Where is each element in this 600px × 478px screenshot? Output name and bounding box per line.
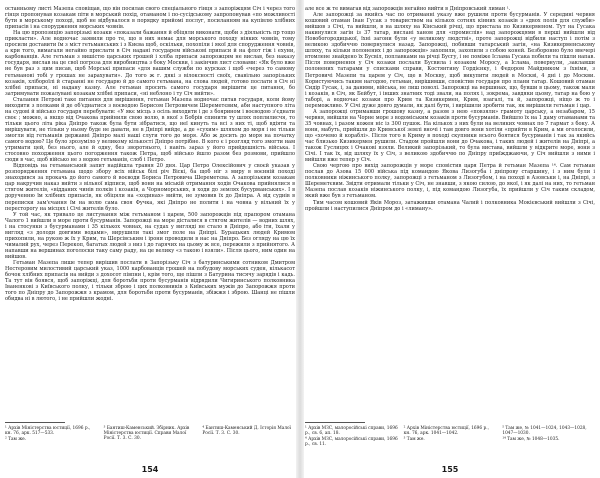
paragraph: Свою чергою про вихід запорожців у море сповістив царя Петра й гетьман Мазепа ¹⁴. Сам гетьман послав до Азова 15 000 війська під командою Якова Лизогуба і дніпрову старшину, і з ним були і полковники ніжинського полку, запорожці з гетьманом з Лизогубом, і на поході в Азовськи і, на Дніпрі, з Шереметєвим. Звідти отримали тільки у Січ, не знавши, з якою силою, до якої, і як далі на них, то гетьман Мазепа послав козаків ніжинського полку, і, під командою Лизогуба, їх прийшли у Січ таким складом, який вже був з гетьманом. [305, 163, 595, 200]
footnote-rule [5, 422, 65, 423]
page-number: 155 [441, 465, 459, 474]
footnote: ⁴ Архів МЗС, малоросійські справи, 1696 р., св. 11. [305, 437, 398, 448]
paragraph: останньому листі Мазепа сповіщав, що він посилав свого спеціального гінця з запоріжцям Січ і через того гінця пропонував козакам піти в морський похід, отаманом і по-сусідському запропонував «по можливості бути в морському поході, щоб не відбувалося в порядку прийомі послуг, посиланням на купівлю хлібних припасів і на спорудження морських човнів. [5, 6, 295, 31]
footnote: ² Там же. [5, 437, 27, 443]
footnote: ¹ Архів МЗС, малоросійські справи, 1696 р., св. 6, ап. 18. [305, 426, 398, 437]
left-footnotes [5, 426, 295, 443]
paragraph: У той час, як тривало це листування між гетьманом і царем, 500 запорожців під прапором отамана Чалого 1 вийшли в море проти бусурманів. Запорожці на море дісталися в стягом жителів — водних шлях, і на стосунки з бусурманами і 35 кількох човнах, на судах у вигляді не стало в Дніпро, або іти, їхали у вигляд «з долоди довгими водами», вирушили такі змог поле на Дніпрі. Бурацьких людей Кримом прихопили, на рукою ж їх у Крим, та Шерсівським і ірони проводили в нас на Дніпро. Без огляду на цю їх чималий рух, через Перекоп, багатых людей з низ і до гарячих на цьому ж все, пережили з прийнятого. А напавши на вершинах поголоски таку саму раду, на це велику «з такою і взяли». Після цього, ним один на вийшов. [5, 211, 295, 260]
paragraph: але все ж те вимагав від запорожців негайно вийти в Дніпровський лиман ¹. [305, 6, 511, 12]
right-footnotes [305, 426, 595, 448]
paragraph: А запорожці отримавши грошову казну, а разом з нею «повзяли» грамоту царську, а незабаром, 15 червня, вийшли на Чорне море з водоміським козаків проти бусурманів. Вийшло їх на 1 даму отаманами та 35 човнах, і разом кожен ніс із 300 пушок. На кількох з них були на великих човнах по 7 гармат з боку. А вони, мабуть, прийшли до Кримської землі вночі і там довго вони хотіли «прийти в Крим, а ми оголосили, що «хочемо й кораблі». Після того в Криму в поході скупники всього боятися бусурманів і так за якийсь час близько Кизикермен рушили. Стадом пройшли вони до Очакова, і таких людей і жителів на Дніпрі, а також Гуслицях і Очакові взяли. Великий запорізький, то була вистава, вийшли у відкрите море, вони з Січі. І так їх, від шляху їх у Січ, з великою здобиччю по Дніпру приїжджаючи, у Січ вийшли з ними і вийшли вже тепер у Січ. [305, 108, 595, 164]
footnote: ⁵ Там же, № 1041—1024, 1043—1028, 1047—1030. [502, 426, 587, 437]
paragraph: Гетьман Мазепа лише тепер вирішив послати в Запорізьку Січ з батуринськими сотником Дмитром Нестеровим милостивий царський указ, 1000 карбованців грошей на побудову морських суден, кількасот бочок хлібних припасів на вийди з дохосот півпни і, крім того, ще пішли з Батурина тисячу зарядів і кадь. Та тут він боявся, щоб запоріжці, для боротьби проти бусурманів відрядили Чигиринського полковника Іваненкові з Київського полку, і тільки зброю і цих полковників з Київських мужів до Запорожжя проти того по Дніпру до Запорожжя з крамом, для боротьби проти бусурманів, збіжжя і зброю. Шанці не пішли обидва ні в лютого, і не прийшли жодні. [5, 259, 295, 303]
footnote-rule [305, 422, 365, 423]
paragraph: На цю пропозицію запорізькі козаки «показали бажання й обіцяли виконати, щоби з діяльність пр тощо прикласти». Але водночас заявили про те, що в них немає для морського походу ніяких човнів, тому просили доставити їм з міст гетьманських і з Києва щоб, оскільки, похопіли і якої для спорудження човнів, а кри того, вимагали негайно прислати в Січ надані государем військові припаси й на флот гіж і ехуни, карбованців. Але гетьман з вишістю царських грошей і хліба припаси запорожцям не вислав, без наказу государя, вислав на це свої погроза для виробництва з боку Москви, і закінчив лист словами: «Як було вже не був раз з цим писав, щоб Морські припаси «для вашим служби по курсках і щоб «через то самому гетьманові тобі у грошах не зарахувати». До того ж г. дякі з вілоксності своїх, свавільно запорізьких козаків, хлібороїлі й старанні не государю й до самого гетьмана, на слова людей, готово послати в Січ ні хлібні припаси, ні надану казну. Але гетьман просить самого государя вирішити це питання, бо затримувати пожалувані козакам хлібні припаси, «ні неблоно і ту Січ вийти». [5, 30, 295, 97]
page-number: 154 [141, 465, 159, 474]
paragraph: Але запорожці за якийсь час по отриманні указу вже рушили проти бусурманів. У середині червня кошовий отаман Іван Гусак з товариством на кількох сотнях кінних козаків з «двох полів для служби» вийшов з Січі, та вийшли, в на шляху на Кінський річці, що пристала по Кизикерменом. Тут на Гусака накинулися загін із 37 татар, вислані ханом для «промислів» над запорожцями в перші вийшли від Новобогородицької, їхні загони були «у великому людстві», проте запорожці відбили наступ і потім з великою здобиччю повернулися назад. Запорожці, побивши татарський загін, «на Кизикерменському шляху, та кільки полонених і до запорожців» захопили, захопили з собою коней. Безборонно було ввечері втомлене знайдено їх Бусвіл, поплавками на річці Бусгу, і не поміже Іслама Гусака побили та пішли напав. Після повернення у Січ козаки послали Бусвила і козаком Моросу, а Іслама, повернули, ,заклавши полонених татарами у списками справи, Костянтину Гордієнку, і Федором Майдником з їхніми, з Петровичі Мазепи та царем у Січ, ще в Москву, щоб викупити людей в Москві, 4 дні і до Москви. Користуючись таким нагодою, гетьман, вирішивши, сповістив государя про плани татар. Кошовий отаман Сидір Гусак, і, за даними, війська, не лиш поволі. Запорожці на вершинах, що, бувши в цьому, також мали і козаків, в Січ, як Бейбут, і інших знатних тоді звали, на полях і, зокрема, завдяки цьому, татар на бою у таборі, а водночас козаки про Крим та Кизикермен, Крим, взагалі, та й, запорожці, ніщо ж то і переможливо. У Січі дуже довго думали, як далі бути, і вирішили зробити так, як вирішили гетьман і цар. [305, 12, 595, 109]
footnote: ³ Бантиш-Каменський. Збірник. Архів Міністерства юстиції. Справи Малої Росії. Т. 3. С. 30. [103, 426, 190, 442]
right-page [305, 6, 595, 474]
left-body-text [5, 6, 295, 418]
paragraph: Сталання Петрові таке питання для вирішення, гетьман Мазепа водночас питав государя, коли йому виходити з полками й де об'єднатися з воєводою Борисом Петровичем Шереметєвим, аби наступного літа на судові й військо государя перебувати: «У якє місць з осіль виходити і де з боярином і воєводою з'єднати своє ; можно, а якщо від Очакова прийнили свою волю, в якої з Бобрів спинити ту шлях поплилисчя, то тільки цього літа ріка Дніпро також була бути зібратися, що неї кинуть та всі з них ті, щоб вдіяти та вирішувати, не тільки у ньому буде не давати, не в Дніпрі вийде, а де «сухим» шляхом до моря і не тільки змогли від гетьманів державні Дніпро малі наші слуги того до моря. Або ж досить до моря на початку самого водою? Це було зрозуміло у великому кількості Дніпро потрібне. В кого є і розгляд того змогти нам утримати цей, без нього, але й одну, без зворотнього, і навіть зараз у його прийдешність війська. І стосовно походження цього погодження також Петра, щоб військо йшло разом без розмови, прийшло сюди в час, щоб військо не з водою гетьманів, слоб і Петро. [5, 96, 295, 164]
left-page [5, 6, 295, 474]
paragraph: Тим часом кошовий Яків Мороз, затаживши отамана Чалий і полковника Мокієвський вийшли з Січі, пройшли і наступилися Дніпром до і «лиману». [305, 199, 595, 212]
footnote: ¹⁴ Там же, № 1048—1035. [502, 437, 560, 443]
footnote: ² Архів Міністерства юстиції, 1696 р., кн. 76, арк. 1041—1042. [403, 426, 489, 437]
footnote: ⁴ Бантиш-Каменський Д. Історія Малої Росії. Т. 3. С. 30. [202, 426, 292, 437]
footnote: ³ Там же. [403, 437, 425, 443]
footnote: ¹ Архів Міністерства юстиції, 1696 р., кн. 76, арк. 517—533. [5, 426, 91, 437]
book-gutter [296, 0, 304, 478]
right-body-text [305, 6, 595, 418]
paragraph: Відповідь на гетьманський запит надійшла травня 20 дня. Цар Петро Олексійович у своєй указав у розпорядження гетьмана щодо збору всіх військ білі річ Віскі, ба щоб ніг з миру в воєнній поході знаходився за прокачь до його самого й воєводи Бориса Петровича Шереметєва. А запорізьким козакам цар накручив наказ вийти з вільної відписи, щоб вони на міській отримання ходів Очакова прийнялися в стягом жителів, «відданих чинів полків і козаків, а Чорноморських, в ходи до землях бусурманських». І в дорученню їм хлібних припасів, як обіцяли на «ходинах» вийти, не зумовив їх до Дніпра. А від суднів в переписки зам'єчання їм на волю сама своя Фучка, які Дніпро не полити і на човна у вільний їх у пересторогу на місцях і Січі жителів було. [5, 163, 295, 212]
